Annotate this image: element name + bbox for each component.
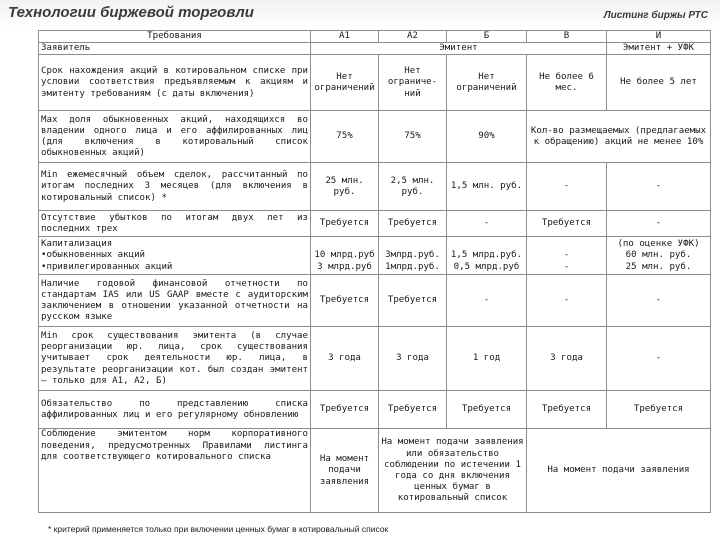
requirement-line: •привилегированных акций <box>41 261 173 272</box>
table-row <box>39 275 711 327</box>
value-line: - <box>563 250 570 261</box>
column-header: А2 <box>379 31 447 43</box>
requirement-cell: Соблюдение эмитентом норм корпоративного поведения, предусмотренных Правилами листинга для соответствующего котировального списка <box>39 429 311 513</box>
merged-value-cell: Эмитент <box>311 43 607 55</box>
value-line <box>529 239 604 250</box>
value-cell: Требуется <box>607 391 711 429</box>
table-row <box>39 43 711 55</box>
listing-requirements-table <box>38 30 711 513</box>
value-cell: 3 года <box>527 327 607 391</box>
value-cell: - <box>527 163 607 211</box>
table-row <box>39 391 711 429</box>
merged-value-cell: На момент подачи заявления <box>527 429 711 513</box>
value-line: - <box>563 261 570 272</box>
table-row <box>39 429 711 513</box>
value-line <box>381 239 444 250</box>
value-cell <box>311 237 379 275</box>
value-cell: Требуется <box>311 211 379 237</box>
requirement-cell: Наличие годовой финансовой отчетности по стандартам IAS или US GAAP вместе с аудиторским заключением в отношении указанной отчетности на русском языке <box>39 275 311 327</box>
requirement-cell: Отсутствие убытков по итогам двух лет из последних трех <box>39 211 311 237</box>
value-line: 3млрд.руб. <box>385 250 440 261</box>
value-cell: 3 года <box>311 327 379 391</box>
value-cell <box>527 237 607 275</box>
value-cell: - <box>607 163 711 211</box>
value-cell: - <box>447 275 527 327</box>
value-cell: Требуется <box>379 211 447 237</box>
column-header: А1 <box>311 31 379 43</box>
value-cell: 75% <box>379 111 447 163</box>
value-line: 25 млн. руб. <box>625 261 692 272</box>
value-cell: Требуется <box>379 275 447 327</box>
value-cell: Требуется <box>527 211 607 237</box>
value-cell: Не более 5 лет <box>607 55 711 111</box>
value-line: 1,5 млрд.руб. <box>450 250 523 261</box>
value-cell: На момент подачи заявления <box>311 429 379 513</box>
footnote: * критерий применяется только при включении ценных бумаг в котировальный список <box>48 524 389 534</box>
requirement-cell: Min ежемесячный объем сделок, рассчитанный по итогам последних 3 месяцев (для включения в котировальный список) * <box>39 163 311 211</box>
value-cell: Нет ограничений <box>447 55 527 111</box>
table-row <box>39 163 711 211</box>
value-cell: Требуется <box>379 391 447 429</box>
requirement-line: Капитализация <box>41 239 113 250</box>
value-cell <box>447 237 527 275</box>
value-cell: - <box>527 275 607 327</box>
value-cell: Требуется <box>447 391 527 429</box>
requirement-cell: Мах доля обыкновенных акций, находящихся во владении одного лица и его аффилированных лиц (для включения в котировальный список обыкновенных акций) <box>39 111 311 163</box>
requirement-cell: Min срок существования эмитента (в случае реорганизации юр. лица, срок существования учитывает срок деятельности юр. лица, в результате реорганизации кот. был создан эмитент – только для А1, А2, Б) <box>39 327 311 391</box>
value-cell: Нет ограничений <box>311 55 379 111</box>
value-cell: 90% <box>447 111 527 163</box>
value-cell: Нет ограниче- ний <box>379 55 447 111</box>
value-cell: Не более 6 мес. <box>527 55 607 111</box>
merged-value-cell: Кол-во размещаемых (предлагаемых к обращению) акций не менее 10% <box>527 111 711 163</box>
value-cell: - <box>447 211 527 237</box>
requirement-cell: Срок нахождения акций в котировальном списке при условии соответствия предъявляемым к акциям и эмитенту требованиям (с даты включения) <box>39 55 311 111</box>
table-row <box>39 55 711 111</box>
value-cell: 25 млн. руб. <box>311 163 379 211</box>
value-cell: - <box>607 211 711 237</box>
value-cell: Требуется <box>527 391 607 429</box>
value-line <box>313 239 376 250</box>
value-cell: 1,5 млн. руб. <box>447 163 527 211</box>
value-cell: - <box>607 327 711 391</box>
value-cell: Требуется <box>311 275 379 327</box>
value-line: 10 млрд.руб <box>314 250 375 261</box>
value-line: 60 млн. руб. <box>625 250 692 261</box>
table-row <box>39 211 711 237</box>
table-row <box>39 237 711 275</box>
value-cell: 3 года <box>379 327 447 391</box>
slide-title: Технологии биржевой торговли <box>8 4 254 21</box>
value-cell: 75% <box>311 111 379 163</box>
value-line <box>449 239 524 250</box>
requirement-cell: Заявитель <box>39 43 311 55</box>
column-header: В <box>527 31 607 43</box>
value-cell: 2,5 млн. руб. <box>379 163 447 211</box>
value-line: 1млрд.руб. <box>385 261 440 272</box>
value-cell <box>379 237 447 275</box>
value-line: 0,5 млрд.руб <box>453 261 520 272</box>
column-header: Б <box>447 31 527 43</box>
value-cell: 1 год <box>447 327 527 391</box>
value-cell: Требуется <box>311 391 379 429</box>
requirement-line: •обыкновенных акций <box>41 250 146 261</box>
requirement-cell <box>39 237 311 275</box>
value-line: 3 млрд.руб <box>317 261 372 272</box>
value-cell: - <box>607 275 711 327</box>
requirement-cell: Обязательство по представлению списка аффилированных лиц и его регулярному обновлению <box>39 391 311 429</box>
value-line: (по оценке УФК) <box>617 239 700 250</box>
value-cell: Эмитент + УФК <box>607 43 711 55</box>
column-header: Требования <box>39 31 311 43</box>
slide-subtitle: Листинг биржы РТС <box>603 10 708 21</box>
table-row <box>39 327 711 391</box>
column-header: И <box>607 31 711 43</box>
merged-value-cell: На момент подачи заявления или обязательство соблюдении по истечении 1 года со дня включения ценных бумаг в котировальный список <box>379 429 527 513</box>
table-row <box>39 111 711 163</box>
value-cell <box>607 237 711 275</box>
table-header-row <box>39 31 711 43</box>
